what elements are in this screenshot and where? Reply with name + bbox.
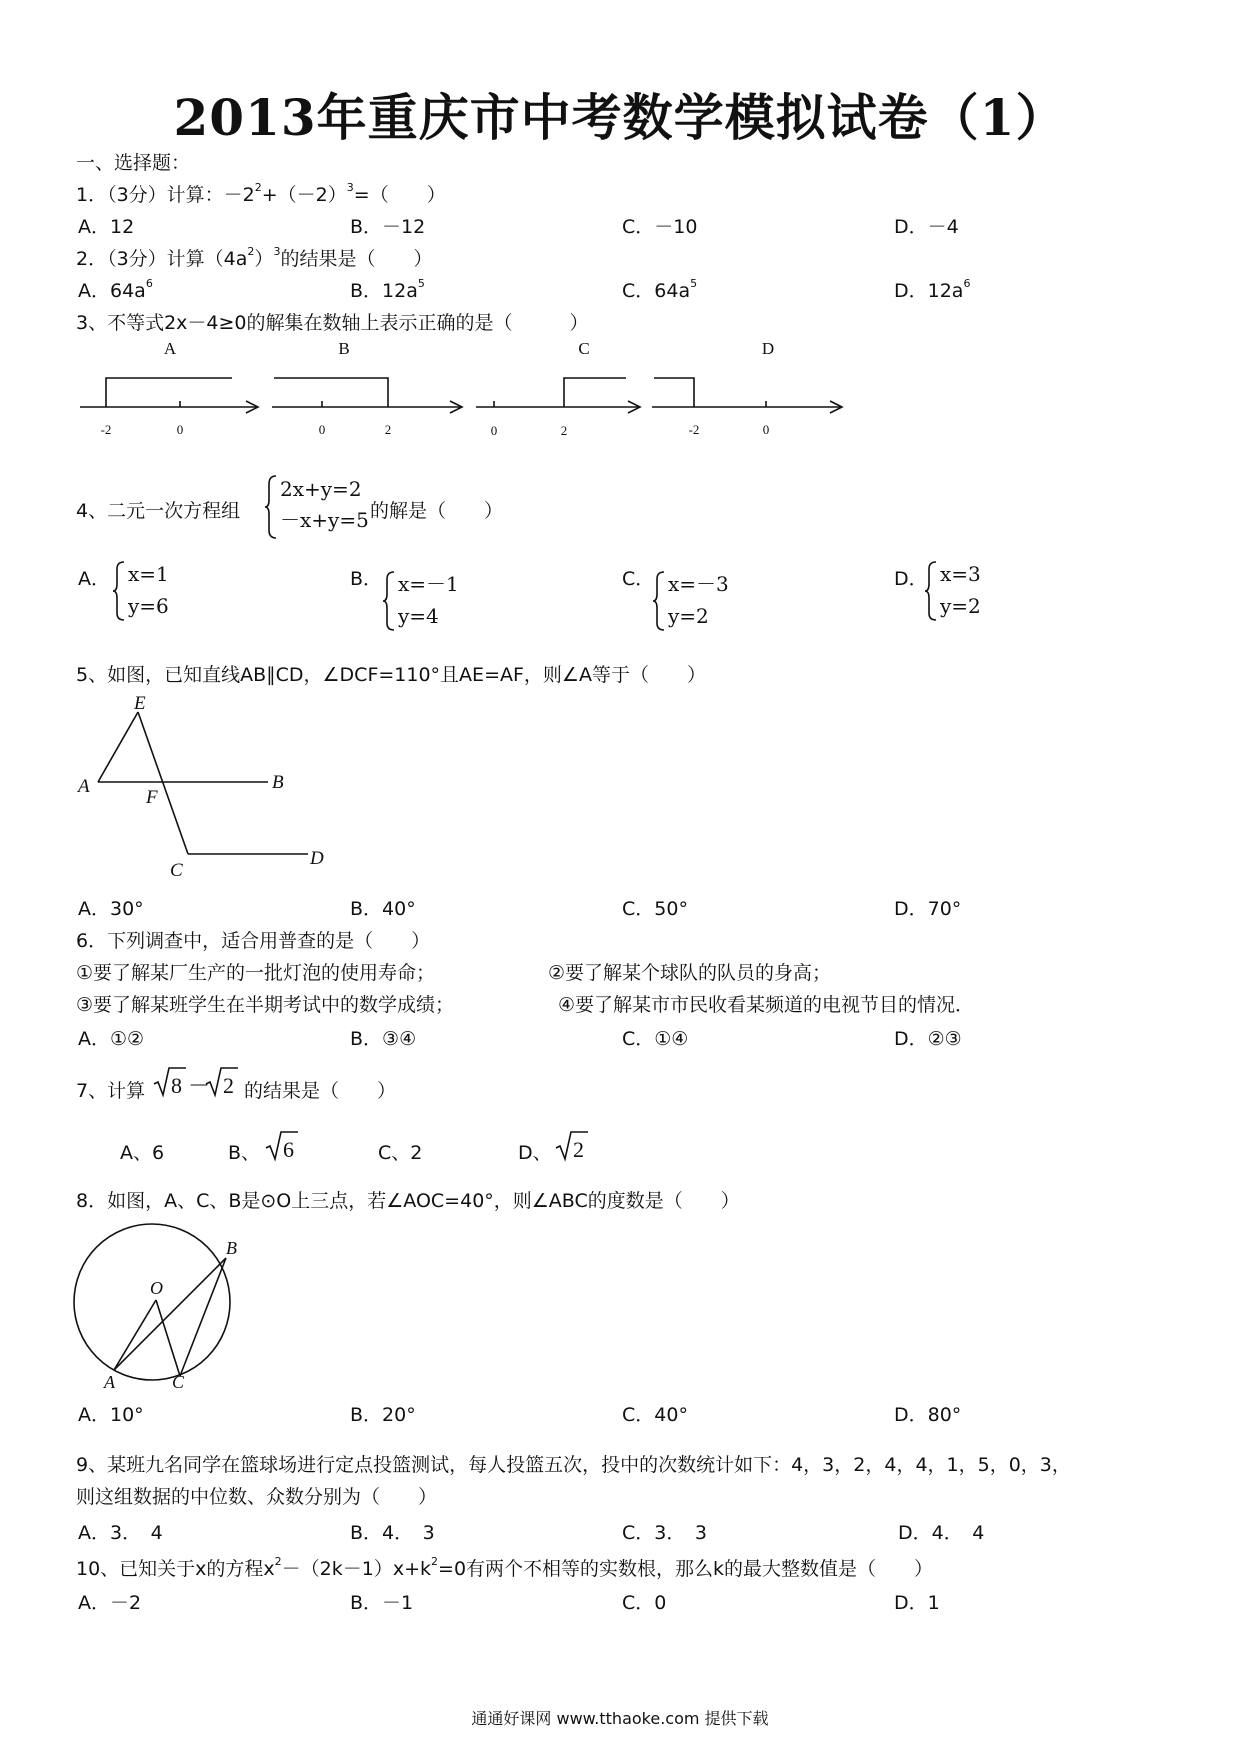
- q2-b-text: B．12a: [350, 280, 418, 302]
- q9-option-c: C．3． 3: [622, 1522, 707, 1544]
- q6-item-4: ④要了解某市市民收看某频道的电视节目的情况．: [558, 994, 975, 1016]
- q4-d-line1: x=3: [940, 562, 981, 586]
- q2-option-a: [78, 276, 153, 303]
- q10-text-post: =0有两个不相等的实数根，那么k的最大整数值是（ ）: [438, 1558, 934, 1580]
- q7-option-d-radical: [554, 1128, 590, 1164]
- q6-option-c: C．①④: [622, 1028, 689, 1050]
- q8-point-a: A: [104, 1372, 115, 1390]
- numline-a-tick-2: 0: [176, 422, 184, 437]
- q2-a-exp: 6: [145, 277, 153, 290]
- numline-d-label: D: [761, 339, 775, 358]
- footer-credit: 通通好课网 www.tthaoke.com 提供下载: [471, 1709, 769, 1728]
- q2-option-c: [622, 276, 697, 303]
- q8-circle-figure: [66, 1220, 256, 1390]
- q1-text-mid: +（－2）: [261, 184, 347, 206]
- q7-text-pre: 7、计算: [76, 1080, 146, 1102]
- q9-option-a: A．3． 4: [78, 1522, 163, 1544]
- q10-exp1: 2: [274, 1555, 282, 1568]
- q1-option-c: C．－10: [622, 216, 698, 238]
- q10-option-c: C．0: [622, 1592, 667, 1614]
- q1-text-pre: 1．（3分）计算：－2: [76, 184, 255, 206]
- q5-parallel-lines-figure: [70, 692, 340, 882]
- question-8: 8．如图，A、C、B是⊙O上三点，若∠AOC=40°，则∠ABC的度数是（ ）: [76, 1190, 740, 1212]
- q8-point-b: B: [226, 1238, 237, 1258]
- q8-option-d: D．80°: [894, 1404, 962, 1426]
- q7-option-b-radical: [264, 1128, 300, 1164]
- question-5: 5、如图，已知直线AB∥CD，∠DCF=110°且AE=AF，则∠A等于（ ）: [76, 664, 706, 686]
- q2-a-text: A．64a: [78, 280, 146, 302]
- q4-c-brace-icon: [652, 570, 666, 632]
- numline-b-label: B: [338, 339, 350, 358]
- q4-a-line2: y=6: [128, 594, 169, 618]
- q2-d-exp: 6: [963, 277, 971, 290]
- q5-option-d: D．70°: [894, 898, 962, 920]
- q2-exp2: 3: [273, 245, 281, 258]
- q8-segment-cb: [180, 1258, 226, 1376]
- q2-option-d: [894, 276, 970, 303]
- q9-line-2: 则这组数据的中位数、众数分别为（ ）: [76, 1486, 438, 1508]
- q6-option-d: D．②③: [894, 1028, 962, 1050]
- q4-b-line1: x=－1: [398, 572, 459, 596]
- q2-text-mid: ）: [254, 248, 274, 270]
- q4-a-line1: x=1: [128, 562, 169, 586]
- q7-option-b-radicand: 6: [283, 1137, 294, 1162]
- q5-point-d: D: [310, 848, 324, 869]
- q9-option-d: D．4． 4: [898, 1522, 985, 1544]
- q1-option-a: A．12: [78, 216, 135, 238]
- q4-equation-2: －x+y=5: [280, 508, 369, 532]
- numline-b-tick-1: 0: [318, 422, 326, 437]
- q8-option-a: A．10°: [78, 1404, 144, 1426]
- q4-c-line2: y=2: [668, 604, 709, 628]
- q7-radicand-1: 8: [171, 1073, 182, 1098]
- q4-option-b-label: B．: [350, 568, 383, 590]
- q2-c-text: C．64a: [622, 280, 691, 302]
- q5-point-f: F: [146, 787, 158, 808]
- q7-radical-expression: [152, 1064, 242, 1100]
- q2-c-exp: 5: [690, 277, 698, 290]
- numline-b-shade: [274, 378, 388, 407]
- q9-line-1: 9、某班九名同学在篮球场进行定点投篮测试，每人投篮五次，投中的次数统计如下：4，3，2，4，4，1，5，0，3，: [76, 1454, 1071, 1476]
- q4-option-a-label: A．: [78, 568, 110, 590]
- q5-point-b: B: [272, 772, 284, 793]
- q10-option-a: A．－2: [78, 1592, 142, 1614]
- q2-d-text: D．12a: [894, 280, 964, 302]
- q1-exp1: 2: [254, 181, 262, 194]
- q8-segment-ab: [114, 1258, 226, 1370]
- numline-d-shade: [654, 378, 694, 407]
- q5-option-b: B．40°: [350, 898, 416, 920]
- q5-point-e: E: [134, 693, 146, 714]
- numline-a-label: A: [163, 339, 177, 358]
- numline-c-tick-1: 0: [490, 423, 498, 438]
- q4-b-brace-icon: [382, 570, 396, 632]
- question-3: 3、不等式2x－4≥0的解集在数轴上表示正确的是（ ）: [76, 312, 589, 334]
- q6-item-2: ②要了解某个球队的队员的身高；: [548, 962, 832, 984]
- q5-segment-ec: [138, 712, 188, 854]
- q1-option-d: D．－4: [894, 216, 959, 238]
- numline-c-tick-2: 2: [560, 423, 568, 438]
- numline-d-tick-1: -2: [688, 422, 700, 437]
- q4-a-brace-icon: [112, 560, 126, 622]
- q10-text-pre: 10、已知关于x的方程x: [76, 1558, 275, 1580]
- q4-text-pre: 4、二元一次方程组: [76, 500, 241, 522]
- q7-option-d: D、: [518, 1142, 552, 1164]
- q7-option-c: C、2: [378, 1142, 423, 1164]
- q5-segment-ae: [98, 712, 138, 782]
- numline-c-label: C: [578, 339, 590, 358]
- q4-d-line2: y=2: [940, 594, 981, 618]
- q6-item-3: ③要了解某班学生在半期考试中的数学成绩；: [76, 994, 455, 1016]
- question-1: [76, 180, 446, 207]
- q7-option-d-radicand: 2: [573, 1137, 584, 1162]
- q7-option-a: A、6: [120, 1142, 165, 1164]
- q2-exp1: 2: [247, 245, 255, 258]
- q7-text-post: 的结果是（ ）: [244, 1080, 397, 1102]
- q8-option-b: B．20°: [350, 1404, 416, 1426]
- q10-text-mid: －（2k－1）x+k: [281, 1558, 432, 1580]
- q5-point-a: A: [78, 776, 90, 797]
- q4-option-d-label: D．: [894, 568, 928, 590]
- q7-radicand-2: 2: [223, 1073, 234, 1098]
- numline-a-tick-1: -2: [100, 422, 112, 437]
- q4-c-line1: x=－3: [668, 572, 729, 596]
- q10-option-d: D．1: [894, 1592, 940, 1614]
- q2-text-post: 的结果是（ ）: [280, 248, 433, 270]
- q10-exp2: 2: [431, 1555, 439, 1568]
- q2-b-exp: 5: [417, 277, 425, 290]
- q5-option-c: C．50°: [622, 898, 688, 920]
- q1-text-post: =（ ）: [353, 184, 446, 206]
- q4-equation-1: 2x+y=2: [280, 477, 362, 501]
- q4-brace-icon: [264, 474, 278, 540]
- q1-exp2: 3: [346, 181, 354, 194]
- q8-circle: [74, 1224, 230, 1380]
- q6-item-1: ①要了解某厂生产的一批灯泡的使用寿命；: [76, 962, 436, 984]
- q7-minus: －: [188, 1073, 211, 1098]
- numline-b-tick-2: 2: [384, 422, 392, 437]
- q8-option-c: C．40°: [622, 1404, 688, 1426]
- number-line-figures: [70, 334, 870, 444]
- q9-option-b: B．4． 3: [350, 1522, 435, 1544]
- q6-option-b: B．③④: [350, 1028, 417, 1050]
- q4-option-c-label: C．: [622, 568, 655, 590]
- q4-b-line2: y=4: [398, 604, 439, 628]
- question-6: 6．下列调查中，适合用普查的是（ ）: [76, 930, 431, 952]
- numline-d-tick-2: 0: [762, 422, 770, 437]
- question-2: [76, 244, 432, 271]
- q5-point-c: C: [170, 860, 183, 881]
- q10-option-b: B．－1: [350, 1592, 414, 1614]
- page-title: 2013年重庆市中考数学模拟试卷（1）: [173, 88, 1067, 147]
- q2-option-b: [350, 276, 425, 303]
- q8-segment-oc: [156, 1300, 180, 1376]
- q7-option-b: B、: [228, 1142, 261, 1164]
- numline-c-shade: [564, 378, 626, 407]
- question-10: [76, 1554, 933, 1581]
- q2-text-pre: 2．（3分）计算（4a: [76, 248, 248, 270]
- q1-option-b: B．－12: [350, 216, 426, 238]
- q6-option-a: A．①②: [78, 1028, 145, 1050]
- q8-point-c: C: [172, 1372, 185, 1390]
- q4-d-brace-icon: [924, 560, 938, 622]
- section-heading: 一、选择题：: [76, 152, 191, 174]
- q4-text-post: 的解是（ ）: [370, 500, 504, 522]
- q8-point-o: O: [150, 1278, 163, 1298]
- numline-a-shade: [106, 378, 232, 407]
- q5-option-a: A．30°: [78, 898, 144, 920]
